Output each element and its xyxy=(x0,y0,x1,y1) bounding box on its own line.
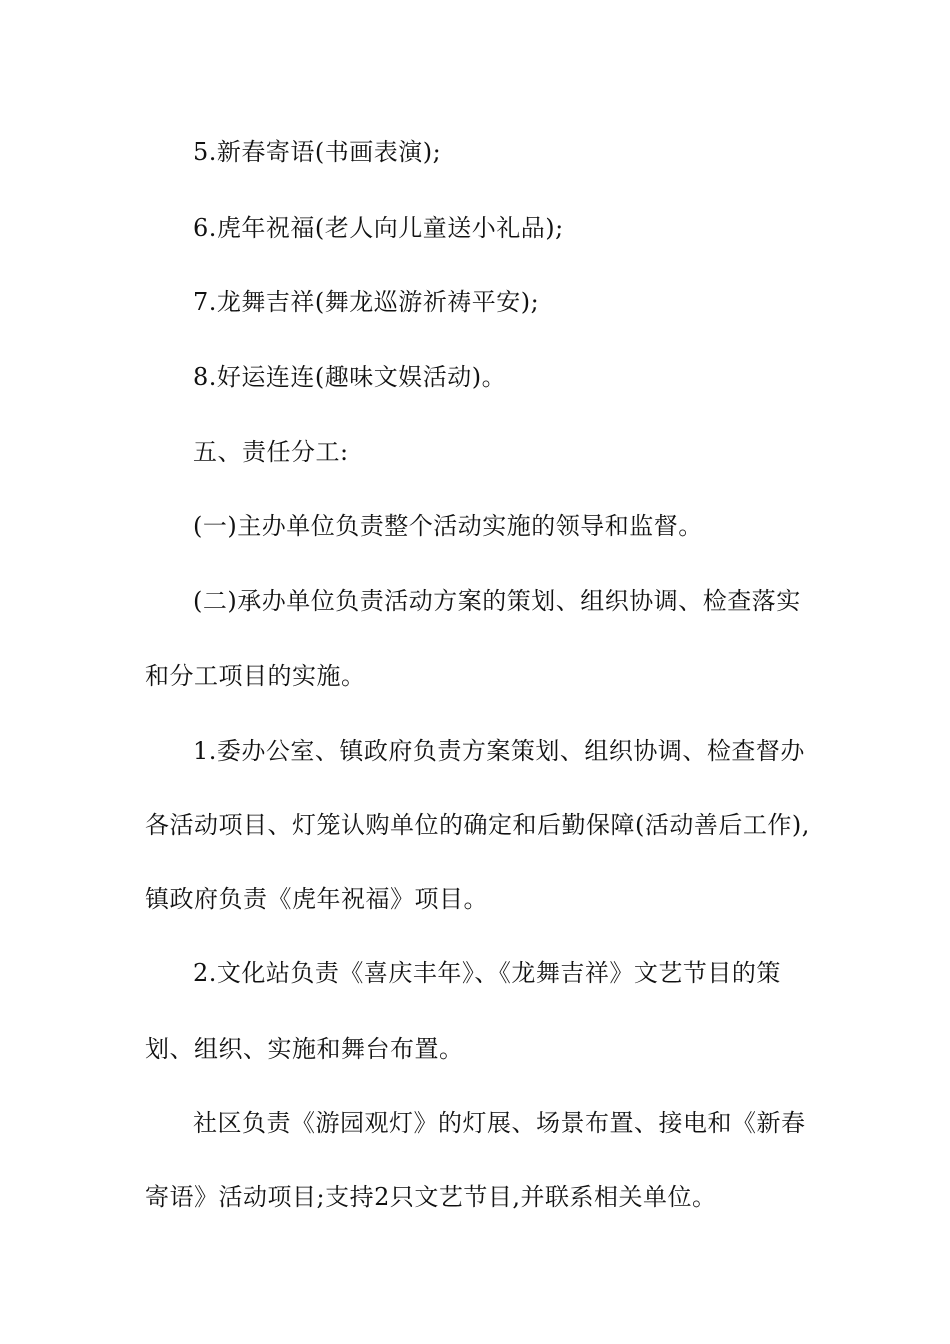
paragraph-undertaker-line-1: (二)承办单位负责活动方案的策划、组织协调、检查落实 xyxy=(193,587,801,615)
paragraph-community-line-1: 社区负责《游园观灯》的灯展、场景布置、接电和《新春 xyxy=(193,1109,806,1137)
section-heading-responsibilities: 五、责任分工: xyxy=(193,438,349,466)
paragraph-undertaker-line-2: 和分工项目的实施。 xyxy=(145,662,366,690)
paragraph-office-line-3: 镇政府负责《虎年祝福》项目。 xyxy=(145,885,488,913)
paragraph-culture-station-line-2: 划、组织、实施和舞台布置。 xyxy=(145,1035,464,1063)
list-item-7: 7.龙舞吉祥(舞龙巡游祈祷平安); xyxy=(193,288,540,316)
paragraph-community-line-2: 寄语》活动项目;支持2只文艺节目,并联系相关单位。 xyxy=(145,1183,717,1211)
paragraph-office-line-1: 1.委办公室、镇政府负责方案策划、组织协调、检查督办 xyxy=(193,737,805,765)
list-item-8: 8.好运连连(趣味文娱活动)。 xyxy=(193,363,507,391)
list-item-6: 6.虎年祝福(老人向儿童送小礼品); xyxy=(193,214,564,242)
paragraph-organizer: (一)主办单位负责整个活动实施的领导和监督。 xyxy=(193,512,703,540)
paragraph-culture-station-line-1: 2.文化站负责《喜庆丰年》、《龙舞吉祥》文艺节目的策 xyxy=(193,959,781,987)
paragraph-office-line-2: 各活动项目、灯笼认购单位的确定和后勤保障(活动善后工作), xyxy=(145,811,810,839)
list-item-5: 5.新春寄语(书画表演); xyxy=(193,138,442,166)
